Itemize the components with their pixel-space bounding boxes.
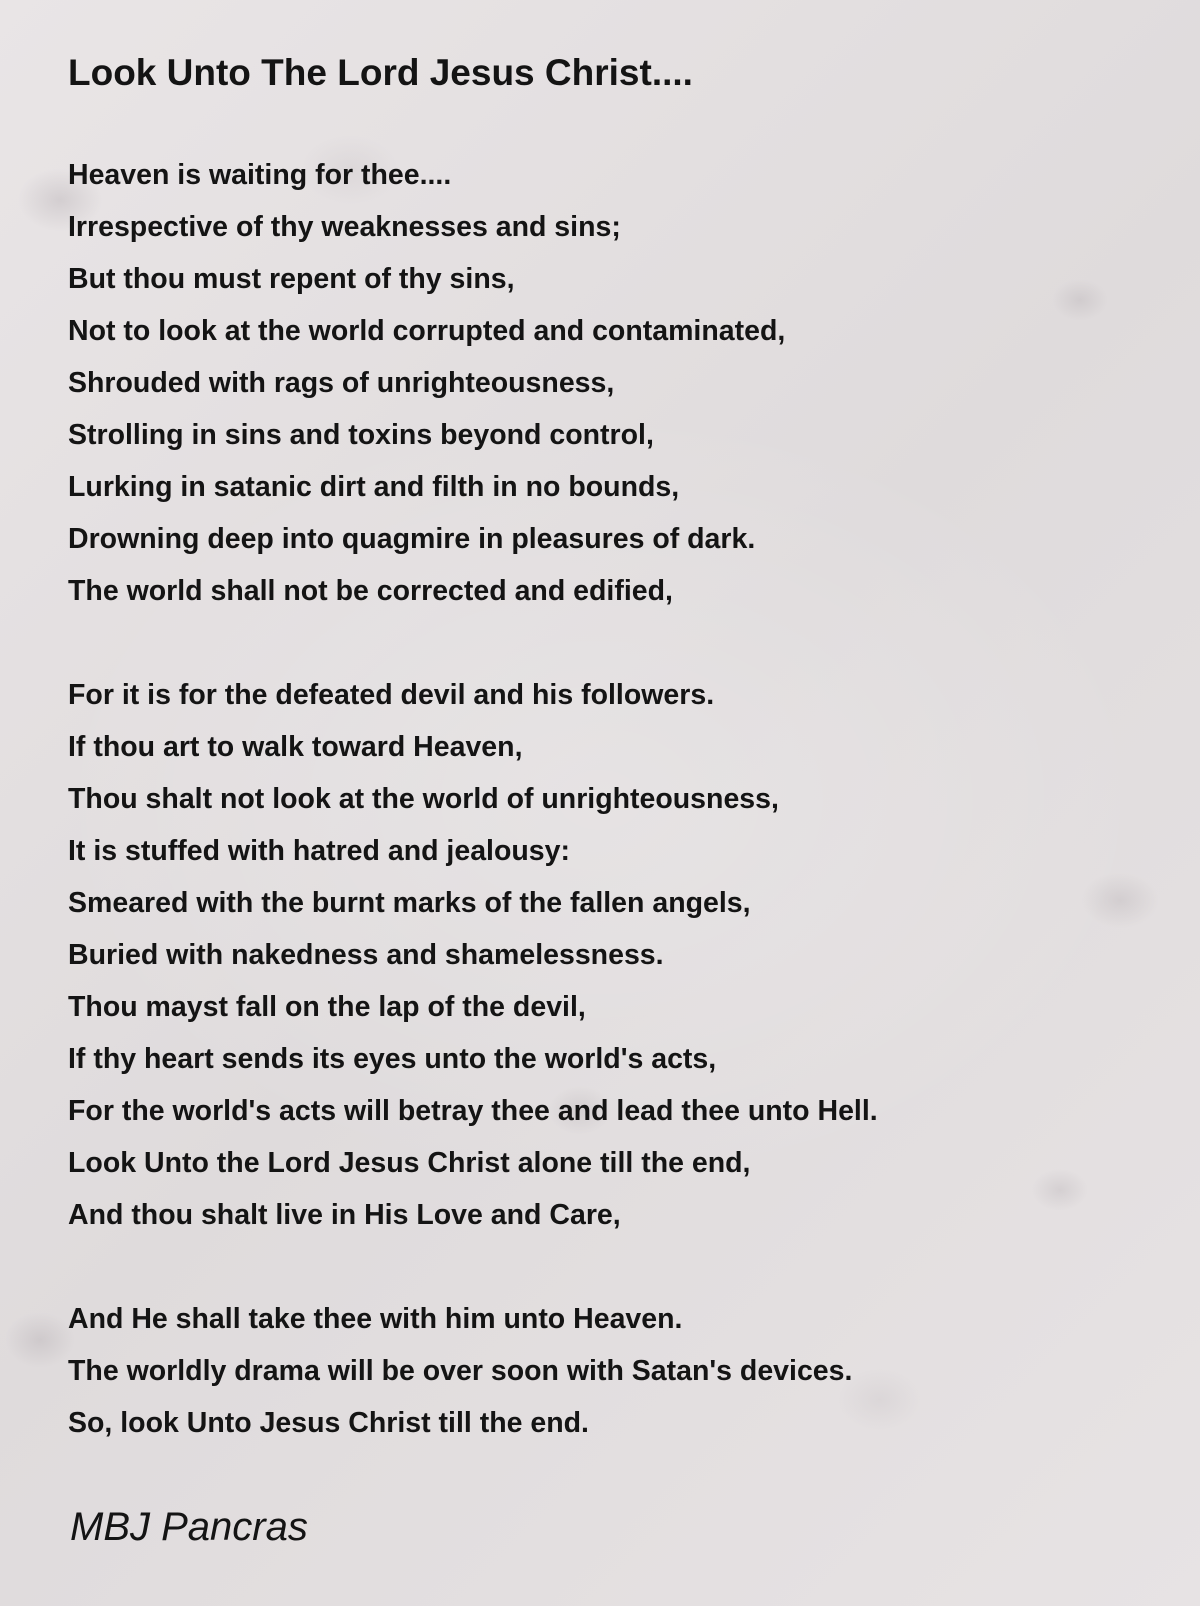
poem-line: Heaven is waiting for thee.... — [68, 159, 452, 191]
poem-line: Lurking in satanic dirt and filth in no bounds, — [68, 471, 680, 503]
poem-author: MBJ Pancras — [70, 1505, 308, 1549]
stanza-gap — [68, 617, 1168, 669]
poem-line: Buried with nakedness and shamelessness. — [68, 939, 664, 971]
poem-line: If thy heart sends its eyes unto the world's acts, — [68, 1043, 717, 1075]
poem-line: It is stuffed with hatred and jealousy: — [68, 835, 570, 867]
poem-line: So, look Unto Jesus Christ till the end. — [68, 1407, 589, 1439]
poem-line: Thou shalt not look at the world of unrighteousness, — [68, 783, 779, 815]
poem-line: And He shall take thee with him unto Heaven. — [68, 1303, 683, 1335]
poem-title: Look Unto The Lord Jesus Christ.... — [68, 52, 693, 93]
poem-body — [68, 149, 1168, 1449]
poem-line: Look Unto the Lord Jesus Christ alone till the end, — [68, 1147, 751, 1179]
poem-line: Not to look at the world corrupted and contaminated, — [68, 315, 786, 347]
poem-line: Strolling in sins and toxins beyond control, — [68, 419, 654, 451]
poem-line: If thou art to walk toward Heaven, — [68, 731, 523, 763]
poem-line: For it is for the defeated devil and his followers. — [68, 679, 715, 711]
poem-line: Drowning deep into quagmire in pleasures of dark. — [68, 523, 756, 555]
stanza — [68, 669, 1168, 1241]
poem-line: The worldly drama will be over soon with Satan's devices. — [68, 1355, 853, 1387]
poem-line: Shrouded with rags of unrighteousness, — [68, 367, 615, 399]
stanza — [68, 149, 1168, 617]
poem-line: Irrespective of thy weaknesses and sins; — [68, 211, 621, 243]
poem-line: Thou mayst fall on the lap of the devil, — [68, 991, 586, 1023]
stanza — [68, 1293, 1168, 1449]
poem-line: The world shall not be corrected and edified, — [68, 575, 673, 607]
poem-line: Smeared with the burnt marks of the fallen angels, — [68, 887, 751, 919]
poem-line: And thou shalt live in His Love and Care, — [68, 1199, 621, 1231]
poem-line: For the world's acts will betray thee and lead thee unto Hell. — [68, 1095, 878, 1127]
poem-line: But thou must repent of thy sins, — [68, 263, 515, 295]
stanza-gap — [68, 1241, 1168, 1293]
